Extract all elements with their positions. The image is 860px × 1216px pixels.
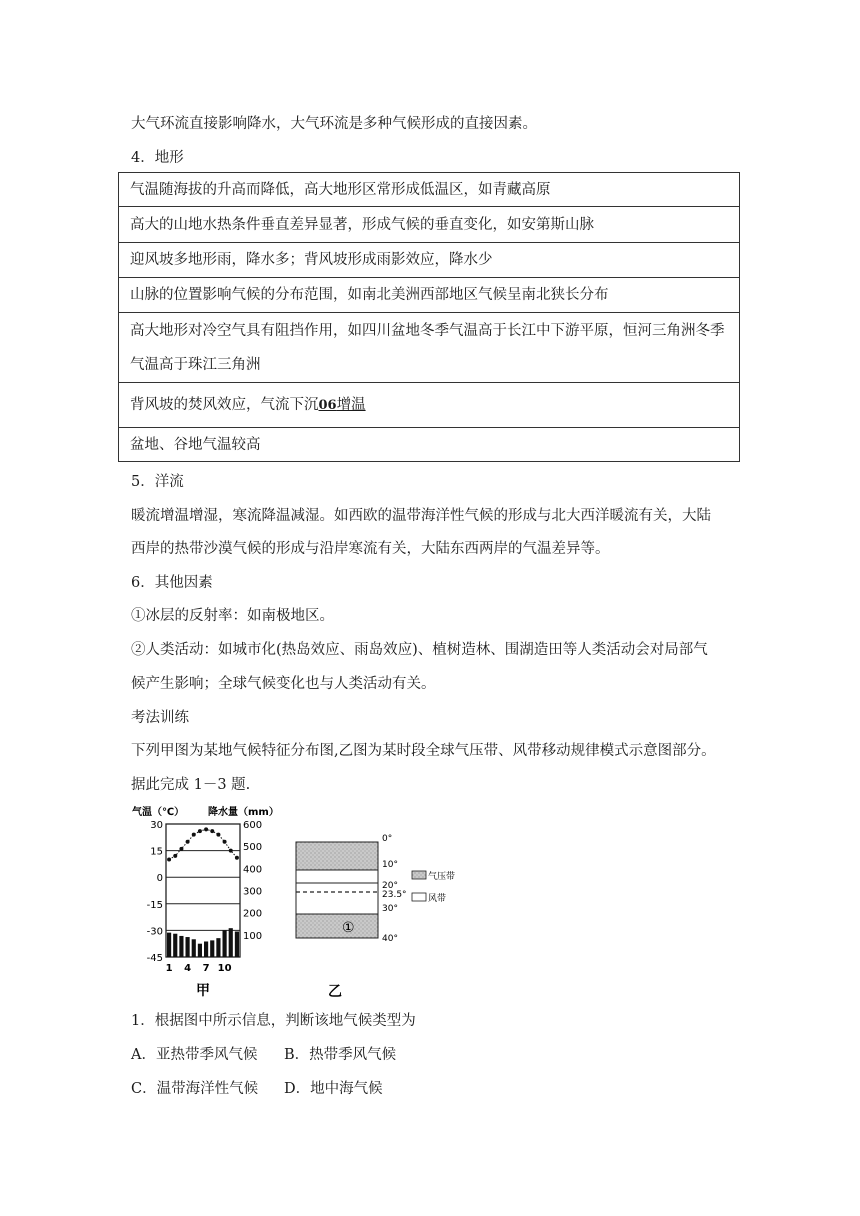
- month-label: 7: [202, 963, 210, 974]
- right-axis-title: 降水量（mm）: [208, 807, 279, 818]
- precip-bar: [235, 932, 239, 957]
- left-tick-label: -30: [146, 926, 163, 938]
- left-tick-label: 30: [150, 820, 163, 831]
- table-cell: 山脉的位置影响气候的分布范围，如南北美洲西部地区气候呈南北狭长分布: [130, 287, 609, 303]
- left-axis-title: 气温（℃）: [132, 807, 185, 818]
- table-cell: 高大地形对冷空气具有阻挡作用，如四川盆地冬季气温高于长江中下游平原，恒河三角洲冬季气温高于珠江三角洲: [130, 322, 725, 373]
- right-ticks: [243, 820, 262, 942]
- temperature-curve: [167, 827, 239, 861]
- lat-label: 40°: [382, 934, 398, 944]
- practice-heading: 考法训练: [131, 710, 189, 726]
- section-5-line: 西岸的热带沙漠气候的形成与沿岸寒流有关，大陆东西两岸的气温差异等。: [131, 541, 610, 557]
- option-a: A．亚热带季风气候: [131, 1047, 258, 1063]
- legend-pressure-swatch: [412, 871, 426, 879]
- lat-label: 23.5°: [382, 890, 407, 900]
- temp-line: [169, 829, 237, 859]
- temp-point: [167, 857, 171, 861]
- section-6-heading: 6．其他因素: [131, 575, 213, 591]
- section-6-item: ①冰层的反射率：如南极地区。: [131, 608, 334, 624]
- figure-jia-caption: 甲: [196, 983, 210, 999]
- temp-point: [223, 840, 227, 844]
- left-ticks: [147, 820, 163, 964]
- precip-bar: [229, 928, 233, 957]
- precip-bar: [204, 941, 208, 957]
- precip-bars: [167, 928, 239, 957]
- option-b: B．热带季风气候: [284, 1047, 397, 1063]
- right-tick-label: 200: [243, 908, 263, 920]
- left-tick-label: 15: [150, 846, 163, 858]
- table-row: [119, 313, 739, 383]
- belts-diagram: [290, 832, 490, 1002]
- temp-point: [173, 854, 177, 858]
- temp-point: [179, 847, 183, 851]
- option-c: C．温带海洋性气候: [131, 1081, 259, 1097]
- practice-intro: 据此完成 1－3 题.: [131, 777, 251, 793]
- left-tick-label: -45: [146, 953, 163, 964]
- right-tick-label: 600: [243, 820, 263, 831]
- precip-bar: [223, 930, 227, 957]
- temp-point: [210, 829, 214, 833]
- right-tick-label: 100: [243, 930, 263, 942]
- section-5-line: 暖流增温增湿，寒流降温减湿。如西欧的温带海洋性气候的形成与北大西洋暖流有关，大陆: [131, 508, 711, 524]
- lat-label: 10°: [382, 860, 398, 870]
- table-row: [119, 207, 739, 243]
- legend-pressure-label: 气压带: [428, 872, 456, 882]
- pressure-belt-bottom: [296, 914, 378, 938]
- table-cell: 盆地、谷地气温较高: [130, 436, 261, 453]
- lat-label: 0°: [382, 834, 393, 844]
- intro-paragraph: 大气环流直接影响降水，大气环流是多种气候形成的直接因素。: [131, 116, 537, 132]
- month-labels: [166, 963, 232, 974]
- practice-intro: 下列甲图为某地气候特征分布图,乙图为某时段全球气压带、风带移动规律模式示意图部分。: [131, 743, 716, 759]
- option-d: D．地中海气候: [284, 1081, 383, 1097]
- row6-text: 背风坡的焚风效应，气流下沉: [130, 396, 319, 413]
- right-tick-label: 400: [243, 864, 263, 876]
- row6-mark: 06: [318, 397, 337, 413]
- table-cell: 高大的山地水热条件垂直差异显著，形成气候的垂直变化，如安第斯山脉: [130, 216, 594, 233]
- wind-belt: [296, 870, 378, 914]
- table-row: [119, 278, 739, 313]
- temp-point: [204, 827, 208, 831]
- pressure-belt-top: [296, 842, 378, 870]
- temp-point: [186, 840, 190, 844]
- figure-yi-caption: 乙: [328, 984, 342, 1000]
- temp-point: [235, 856, 239, 860]
- left-tick-label: 0: [156, 873, 163, 885]
- precip-bar: [167, 933, 171, 957]
- terrain-table: [118, 172, 740, 462]
- section-4-heading: 4．地形: [131, 150, 184, 166]
- lat-label: 30°: [382, 904, 398, 914]
- month-label: 10: [217, 963, 232, 974]
- temp-point: [198, 829, 202, 833]
- table-row: [119, 173, 739, 207]
- precip-bar: [210, 940, 214, 957]
- table-row: [119, 243, 739, 278]
- precip-bar: [179, 936, 183, 957]
- section-6-item: ②人类活动：如城市化(热岛效应、雨岛效应)、植树造林、围湖造田等人类活动会对局部气: [131, 642, 708, 658]
- table-cell: [130, 388, 366, 423]
- temp-point: [229, 849, 233, 853]
- left-tick-label: -15: [146, 899, 163, 911]
- right-tick-label: 300: [243, 886, 263, 898]
- table-cell: 气温随海拔的升高而降低，高大地形区常形成低温区，如青藏高原: [130, 181, 551, 198]
- temp-point: [192, 833, 196, 837]
- month-label: 1: [165, 963, 173, 974]
- belt-marker: ①: [342, 920, 355, 936]
- question-1-stem: 1．根据图中所示信息，判断该地气候类型为: [131, 1013, 416, 1029]
- precip-bar: [216, 938, 220, 957]
- legend-wind-swatch: [412, 893, 426, 901]
- table-cell: 迎风坡多地形雨，降水多；背风坡形成雨影效应，降水少: [130, 252, 493, 268]
- legend-wind-label: 风带: [428, 894, 447, 904]
- month-label: 4: [184, 963, 192, 974]
- section-6-item: 候产生影响；全球气候变化也与人类活动有关。: [131, 676, 436, 692]
- precip-bar: [186, 937, 190, 957]
- row6-suffix: 增温: [336, 396, 366, 413]
- lat-label: 20°: [382, 881, 398, 891]
- table-row: [119, 383, 739, 428]
- section-5-heading: 5．洋流: [131, 474, 184, 490]
- precip-bar: [192, 939, 196, 957]
- right-tick-label: 500: [243, 842, 263, 854]
- temp-point: [216, 833, 220, 837]
- precip-bar: [198, 944, 202, 957]
- precip-bar: [173, 934, 177, 957]
- table-row: [119, 428, 739, 461]
- climate-chart: [130, 802, 280, 1002]
